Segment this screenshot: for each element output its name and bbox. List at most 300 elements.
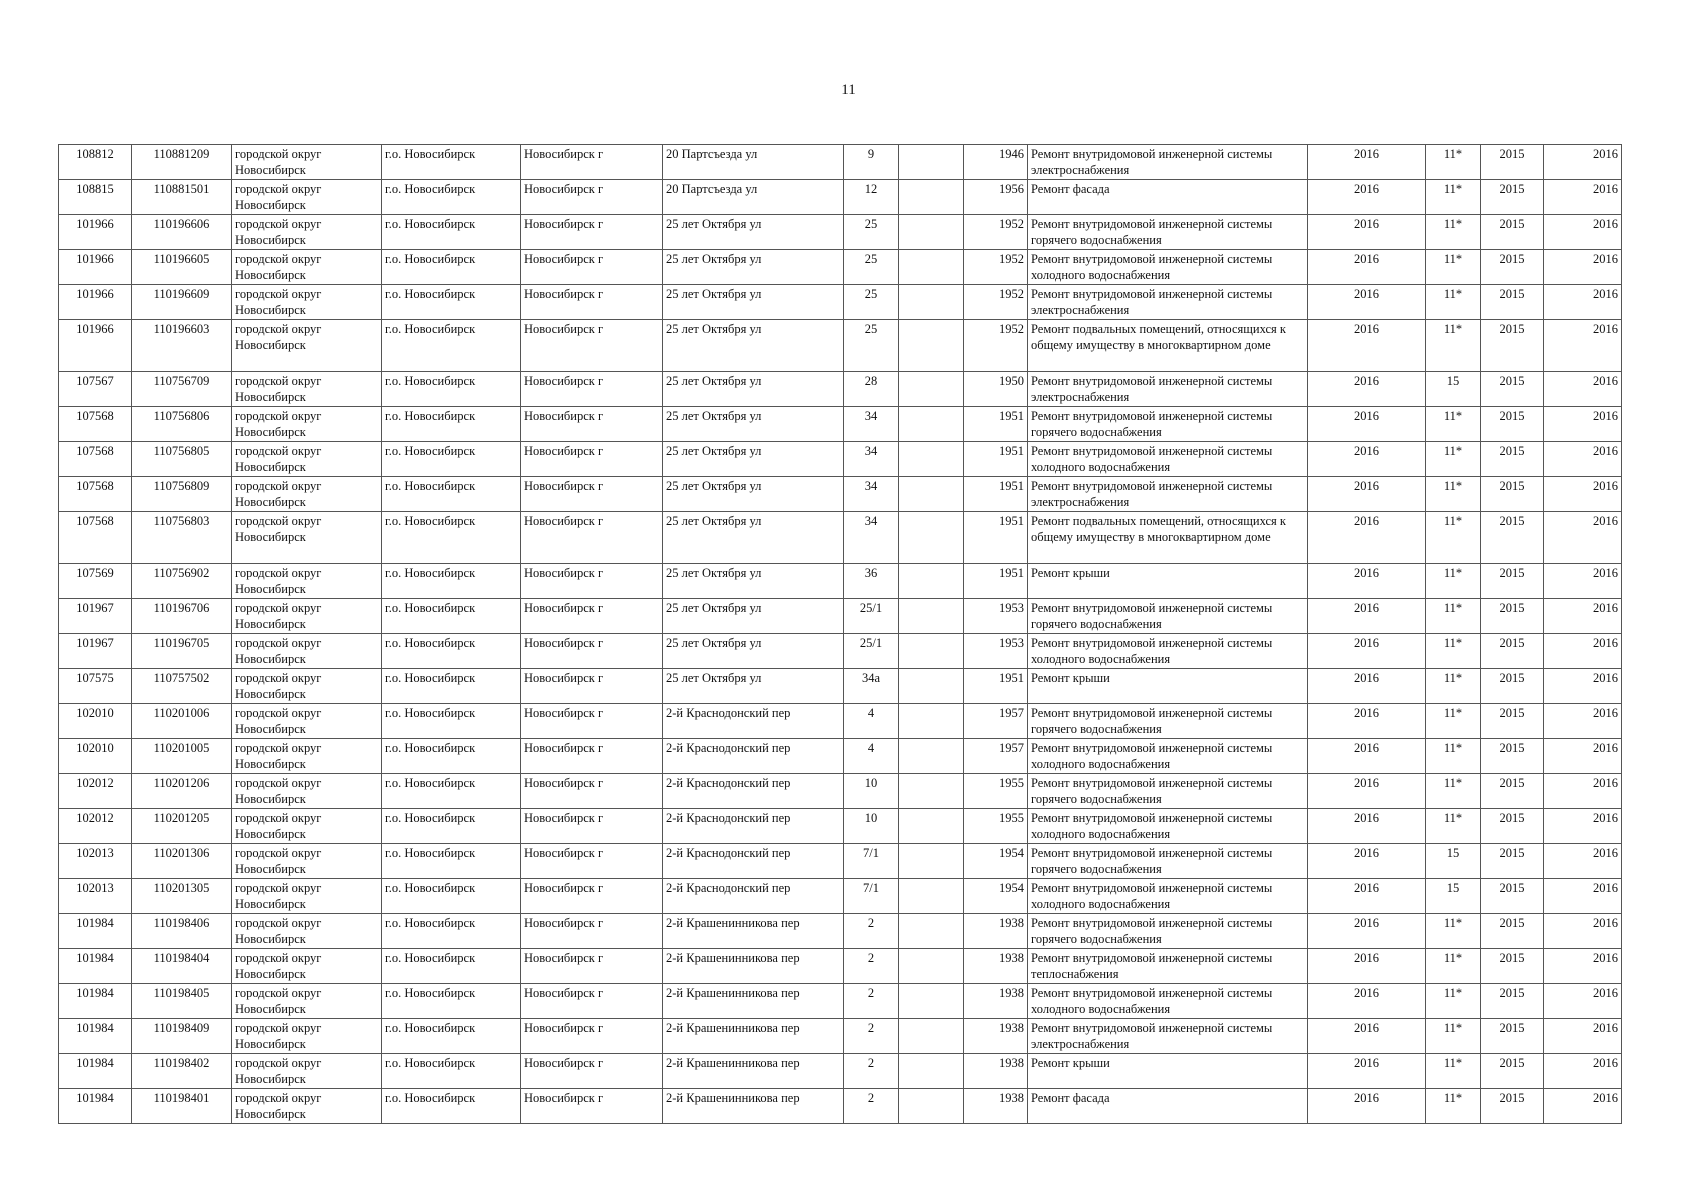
cell-start: 2015 [1481,477,1544,512]
cell-extra [899,372,964,407]
cell-city: Новосибирск г [521,372,663,407]
cell-start: 2015 [1481,372,1544,407]
cell-plan-year: 2016 [1308,774,1426,809]
cell-cost: 11* [1426,949,1481,984]
cell-year: 1952 [964,285,1028,320]
cell-id: 102013 [59,844,132,879]
cell-cost: 15 [1426,844,1481,879]
table-row [59,512,1622,564]
cell-code: 110196705 [132,634,232,669]
cell-city: Новосибирск г [521,285,663,320]
cell-end: 2016 [1544,1054,1622,1089]
cell-street: 25 лет Октября ул [663,442,844,477]
cell-street: 25 лет Октября ул [663,320,844,372]
cell-plan-year: 2016 [1308,809,1426,844]
cell-plan-year: 2016 [1308,634,1426,669]
cell-cost: 11* [1426,477,1481,512]
cell-code: 110756803 [132,512,232,564]
cell-extra [899,704,964,739]
cell-start: 2015 [1481,285,1544,320]
cell-start: 2015 [1481,879,1544,914]
cell-city: Новосибирск г [521,1089,663,1124]
cell-plan-year: 2016 [1308,215,1426,250]
cell-extra [899,512,964,564]
cell-work: Ремонт внутридомовой инженерной системы горячего водоснабжения [1028,914,1308,949]
cell-extra [899,407,964,442]
cell-district: городской округ Новосибирск [232,914,382,949]
cell-year: 1951 [964,407,1028,442]
cell-city: Новосибирск г [521,844,663,879]
cell-house: 2 [844,1019,899,1054]
cell-code: 110756806 [132,407,232,442]
cell-end: 2016 [1544,599,1622,634]
cell-city: Новосибирск г [521,599,663,634]
cell-house: 2 [844,1089,899,1124]
cell-year: 1938 [964,1089,1028,1124]
cell-id: 101966 [59,320,132,372]
cell-end: 2016 [1544,984,1622,1019]
cell-street: 2-й Крашенинникова пер [663,1019,844,1054]
cell-house: 28 [844,372,899,407]
cell-extra [899,285,964,320]
repair-register-table [58,144,1622,1124]
cell-cost: 11* [1426,564,1481,599]
cell-street: 2-й Крашенинникова пер [663,914,844,949]
table-row [59,704,1622,739]
cell-plan-year: 2016 [1308,442,1426,477]
cell-plan-year: 2016 [1308,145,1426,180]
cell-start: 2015 [1481,215,1544,250]
cell-year: 1957 [964,704,1028,739]
cell-house: 25 [844,320,899,372]
cell-end: 2016 [1544,774,1622,809]
cell-extra [899,914,964,949]
table-row [59,407,1622,442]
cell-code: 110198402 [132,1054,232,1089]
table-row [59,844,1622,879]
cell-year: 1954 [964,844,1028,879]
cell-city: Новосибирск г [521,215,663,250]
table-row [59,372,1622,407]
cell-work: Ремонт внутридомовой инженерной системы холодного водоснабжения [1028,634,1308,669]
cell-street: 2-й Крашенинникова пер [663,1089,844,1124]
cell-district: городской округ Новосибирск [232,1054,382,1089]
cell-work: Ремонт крыши [1028,1054,1308,1089]
cell-plan-year: 2016 [1308,285,1426,320]
cell-work: Ремонт внутридомовой инженерной системы электроснабжения [1028,145,1308,180]
table-row [59,285,1622,320]
cell-city: Новосибирск г [521,180,663,215]
cell-id: 102012 [59,774,132,809]
cell-cost: 11* [1426,215,1481,250]
cell-start: 2015 [1481,984,1544,1019]
cell-cost: 11* [1426,809,1481,844]
cell-house: 25/1 [844,634,899,669]
cell-city: Новосибирск г [521,739,663,774]
cell-work: Ремонт внутридомовой инженерной системы горячего водоснабжения [1028,704,1308,739]
cell-work: Ремонт внутридомовой инженерной системы теплоснабжения [1028,949,1308,984]
cell-extra [899,1019,964,1054]
cell-year: 1951 [964,442,1028,477]
cell-municipality: г.о. Новосибирск [382,1089,521,1124]
cell-cost: 11* [1426,180,1481,215]
cell-code: 110201005 [132,739,232,774]
cell-year: 1951 [964,564,1028,599]
cell-municipality: г.о. Новосибирск [382,914,521,949]
cell-id: 107568 [59,512,132,564]
cell-code: 110196603 [132,320,232,372]
page-number: 11 [841,82,856,98]
cell-id: 107568 [59,407,132,442]
cell-id: 107569 [59,564,132,599]
cell-end: 2016 [1544,145,1622,180]
cell-end: 2016 [1544,704,1622,739]
cell-city: Новосибирск г [521,634,663,669]
cell-end: 2016 [1544,407,1622,442]
cell-start: 2015 [1481,739,1544,774]
cell-start: 2015 [1481,250,1544,285]
cell-street: 25 лет Октября ул [663,634,844,669]
cell-plan-year: 2016 [1308,477,1426,512]
cell-extra [899,215,964,250]
cell-end: 2016 [1544,372,1622,407]
cell-year: 1952 [964,320,1028,372]
cell-house: 34 [844,442,899,477]
cell-city: Новосибирск г [521,809,663,844]
cell-district: городской округ Новосибирск [232,285,382,320]
cell-start: 2015 [1481,844,1544,879]
cell-cost: 15 [1426,879,1481,914]
table-row [59,984,1622,1019]
cell-cost: 11* [1426,285,1481,320]
cell-end: 2016 [1544,809,1622,844]
cell-street: 2-й Краснодонский пер [663,809,844,844]
cell-code: 110757502 [132,669,232,704]
cell-end: 2016 [1544,879,1622,914]
table-row [59,809,1622,844]
table-body [59,145,1622,1124]
cell-year: 1955 [964,809,1028,844]
cell-year: 1952 [964,250,1028,285]
cell-municipality: г.о. Новосибирск [382,372,521,407]
cell-year: 1951 [964,512,1028,564]
cell-plan-year: 2016 [1308,407,1426,442]
cell-municipality: г.о. Новосибирск [382,669,521,704]
cell-work: Ремонт внутридомовой инженерной системы холодного водоснабжения [1028,739,1308,774]
cell-house: 25 [844,285,899,320]
cell-extra [899,145,964,180]
cell-street: 25 лет Октября ул [663,215,844,250]
cell-house: 2 [844,949,899,984]
cell-id: 101967 [59,599,132,634]
cell-code: 110196706 [132,599,232,634]
cell-end: 2016 [1544,634,1622,669]
cell-code: 110198404 [132,949,232,984]
cell-extra [899,599,964,634]
cell-work: Ремонт внутридомовой инженерной системы электроснабжения [1028,372,1308,407]
cell-code: 110756709 [132,372,232,407]
cell-extra [899,739,964,774]
cell-district: городской округ Новосибирск [232,1019,382,1054]
cell-start: 2015 [1481,564,1544,599]
cell-cost: 11* [1426,669,1481,704]
cell-year: 1955 [964,774,1028,809]
cell-cost: 11* [1426,774,1481,809]
cell-start: 2015 [1481,704,1544,739]
cell-end: 2016 [1544,320,1622,372]
cell-cost: 11* [1426,1019,1481,1054]
cell-start: 2015 [1481,599,1544,634]
cell-code: 110201206 [132,774,232,809]
cell-year: 1951 [964,477,1028,512]
cell-city: Новосибирск г [521,984,663,1019]
cell-city: Новосибирск г [521,477,663,512]
table-row [59,215,1622,250]
cell-id: 101966 [59,285,132,320]
cell-street: 25 лет Октября ул [663,372,844,407]
cell-house: 2 [844,1054,899,1089]
cell-district: городской округ Новосибирск [232,634,382,669]
cell-street: 25 лет Октября ул [663,477,844,512]
cell-district: городской округ Новосибирск [232,809,382,844]
cell-code: 110881501 [132,180,232,215]
cell-work: Ремонт внутридомовой инженерной системы электроснабжения [1028,285,1308,320]
cell-city: Новосибирск г [521,704,663,739]
cell-year: 1953 [964,599,1028,634]
cell-end: 2016 [1544,215,1622,250]
cell-house: 12 [844,180,899,215]
cell-plan-year: 2016 [1308,1019,1426,1054]
cell-year: 1952 [964,215,1028,250]
cell-municipality: г.о. Новосибирск [382,809,521,844]
cell-street: 20 Партсъезда ул [663,145,844,180]
cell-work: Ремонт внутридомовой инженерной системы холодного водоснабжения [1028,984,1308,1019]
cell-plan-year: 2016 [1308,180,1426,215]
table-row [59,914,1622,949]
cell-extra [899,477,964,512]
table-row [59,320,1622,372]
cell-district: городской округ Новосибирск [232,512,382,564]
cell-cost: 11* [1426,984,1481,1019]
cell-district: городской округ Новосибирск [232,1089,382,1124]
cell-house: 2 [844,984,899,1019]
cell-district: городской округ Новосибирск [232,599,382,634]
cell-start: 2015 [1481,512,1544,564]
cell-work: Ремонт внутридомовой инженерной системы горячего водоснабжения [1028,215,1308,250]
cell-house: 4 [844,704,899,739]
cell-year: 1938 [964,984,1028,1019]
cell-start: 2015 [1481,669,1544,704]
cell-municipality: г.о. Новосибирск [382,215,521,250]
cell-cost: 11* [1426,407,1481,442]
cell-id: 107568 [59,477,132,512]
cell-street: 2-й Крашенинникова пер [663,984,844,1019]
cell-cost: 11* [1426,250,1481,285]
cell-district: городской округ Новосибирск [232,739,382,774]
cell-municipality: г.о. Новосибирск [382,949,521,984]
cell-district: городской округ Новосибирск [232,407,382,442]
cell-work: Ремонт внутридомовой инженерной системы горячего водоснабжения [1028,774,1308,809]
cell-district: городской округ Новосибирск [232,250,382,285]
cell-year: 1938 [964,914,1028,949]
cell-city: Новосибирск г [521,320,663,372]
cell-house: 10 [844,774,899,809]
cell-plan-year: 2016 [1308,879,1426,914]
cell-house: 2 [844,914,899,949]
cell-work: Ремонт внутридомовой инженерной системы горячего водоснабжения [1028,407,1308,442]
cell-municipality: г.о. Новосибирск [382,1019,521,1054]
cell-street: 2-й Краснодонский пер [663,704,844,739]
cell-end: 2016 [1544,250,1622,285]
cell-work: Ремонт внутридомовой инженерной системы горячего водоснабжения [1028,599,1308,634]
cell-district: городской округ Новосибирск [232,145,382,180]
cell-city: Новосибирск г [521,564,663,599]
cell-plan-year: 2016 [1308,372,1426,407]
cell-cost: 11* [1426,739,1481,774]
cell-city: Новосибирск г [521,512,663,564]
cell-code: 110198409 [132,1019,232,1054]
cell-city: Новосибирск г [521,774,663,809]
table-row [59,949,1622,984]
cell-city: Новосибирск г [521,914,663,949]
cell-cost: 11* [1426,512,1481,564]
cell-work: Ремонт внутридомовой инженерной системы электроснабжения [1028,1019,1308,1054]
cell-municipality: г.о. Новосибирск [382,250,521,285]
cell-extra [899,1089,964,1124]
cell-house: 7/1 [844,844,899,879]
cell-municipality: г.о. Новосибирск [382,180,521,215]
cell-id: 101984 [59,949,132,984]
cell-district: городской округ Новосибирск [232,372,382,407]
cell-municipality: г.о. Новосибирск [382,739,521,774]
cell-id: 102010 [59,704,132,739]
cell-street: 2-й Крашенинникова пер [663,949,844,984]
cell-cost: 11* [1426,634,1481,669]
cell-house: 34 [844,407,899,442]
cell-end: 2016 [1544,669,1622,704]
cell-year: 1951 [964,669,1028,704]
cell-year: 1950 [964,372,1028,407]
cell-plan-year: 2016 [1308,669,1426,704]
cell-work: Ремонт крыши [1028,669,1308,704]
table-row [59,477,1622,512]
cell-municipality: г.о. Новосибирск [382,984,521,1019]
cell-municipality: г.о. Новосибирск [382,1054,521,1089]
cell-id: 108815 [59,180,132,215]
cell-work: Ремонт внутридомовой инженерной системы холодного водоснабжения [1028,809,1308,844]
cell-code: 110198401 [132,1089,232,1124]
cell-year: 1953 [964,634,1028,669]
cell-extra [899,844,964,879]
cell-end: 2016 [1544,285,1622,320]
cell-city: Новосибирск г [521,407,663,442]
cell-city: Новосибирск г [521,250,663,285]
cell-code: 110201305 [132,879,232,914]
cell-plan-year: 2016 [1308,1054,1426,1089]
cell-year: 1954 [964,879,1028,914]
table-row [59,564,1622,599]
cell-house: 7/1 [844,879,899,914]
cell-code: 110201205 [132,809,232,844]
cell-cost: 11* [1426,1054,1481,1089]
cell-plan-year: 2016 [1308,250,1426,285]
cell-start: 2015 [1481,914,1544,949]
cell-start: 2015 [1481,1054,1544,1089]
cell-house: 9 [844,145,899,180]
cell-end: 2016 [1544,949,1622,984]
cell-plan-year: 2016 [1308,984,1426,1019]
cell-id: 102013 [59,879,132,914]
cell-district: городской округ Новосибирск [232,669,382,704]
cell-code: 110198406 [132,914,232,949]
table-row [59,669,1622,704]
cell-start: 2015 [1481,774,1544,809]
cell-extra [899,634,964,669]
table-row [59,634,1622,669]
cell-work: Ремонт внутридомовой инженерной системы холодного водоснабжения [1028,442,1308,477]
cell-code: 110756902 [132,564,232,599]
cell-street: 25 лет Октября ул [663,599,844,634]
cell-work: Ремонт внутридомовой инженерной системы холодного водоснабжения [1028,250,1308,285]
cell-id: 101984 [59,984,132,1019]
cell-end: 2016 [1544,180,1622,215]
cell-extra [899,984,964,1019]
cell-street: 2-й Краснодонский пер [663,844,844,879]
cell-street: 25 лет Октября ул [663,564,844,599]
cell-house: 25 [844,250,899,285]
cell-code: 110196609 [132,285,232,320]
cell-cost: 11* [1426,914,1481,949]
cell-extra [899,180,964,215]
cell-street: 20 Партсъезда ул [663,180,844,215]
cell-start: 2015 [1481,320,1544,372]
cell-id: 102012 [59,809,132,844]
cell-year: 1938 [964,1054,1028,1089]
cell-municipality: г.о. Новосибирск [382,774,521,809]
cell-id: 107567 [59,372,132,407]
cell-id: 108812 [59,145,132,180]
cell-district: городской округ Новосибирск [232,215,382,250]
cell-district: городской округ Новосибирск [232,949,382,984]
cell-municipality: г.о. Новосибирск [382,512,521,564]
cell-district: городской округ Новосибирск [232,879,382,914]
cell-extra [899,564,964,599]
cell-street: 2-й Краснодонский пер [663,879,844,914]
table-row [59,1019,1622,1054]
cell-house: 34 [844,512,899,564]
cell-start: 2015 [1481,634,1544,669]
cell-extra [899,1054,964,1089]
cell-house: 25 [844,215,899,250]
table-row [59,599,1622,634]
cell-city: Новосибирск г [521,145,663,180]
cell-house: 34 [844,477,899,512]
cell-id: 101984 [59,1089,132,1124]
table-row [59,145,1622,180]
cell-code: 110201006 [132,704,232,739]
cell-city: Новосибирск г [521,1019,663,1054]
cell-municipality: г.о. Новосибирск [382,477,521,512]
cell-cost: 15 [1426,372,1481,407]
cell-city: Новосибирск г [521,442,663,477]
cell-street: 25 лет Октября ул [663,250,844,285]
cell-municipality: г.о. Новосибирск [382,879,521,914]
cell-extra [899,250,964,285]
table-row [59,1089,1622,1124]
cell-year: 1946 [964,145,1028,180]
cell-house: 25/1 [844,599,899,634]
cell-plan-year: 2016 [1308,914,1426,949]
